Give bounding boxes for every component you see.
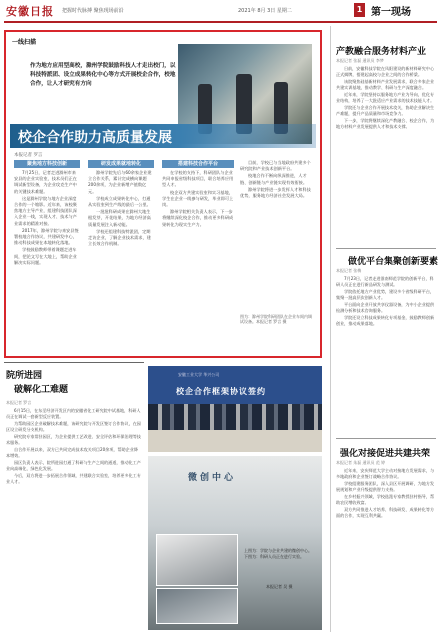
paragraph: 平台面向企业开放共享仪器设备，为中小企业提供检测分析和技术咨询服务。 (336, 302, 435, 313)
paragraph: 下一步，学院将继续深化产教融合、校企合作，为地方材料产业发展提供人才和技术支撑。 (336, 118, 435, 129)
paragraph: 自合作开展以来，双方已共同完成技术攻关项目20余项，帮助企业降本增效。 (6, 447, 138, 458)
masthead-rule (4, 21, 437, 23)
paragraph: 近年来，学院坚持以服务地方产业为导向，优化专业结构，培养了一大批适应产业需求的技术技能人才。 (336, 92, 435, 103)
feature-subhead-2: 研发成果就地转化 (88, 160, 154, 168)
newspaper-logo: 安徽日报 (6, 5, 54, 18)
right-story-3-byline: 本报记者 朱磊 通讯员 范 婷 (336, 460, 386, 465)
feature-column-1 (14, 170, 80, 267)
paragraph: 一批批科研成果在滁州大地生根发芽，开花结果，为地方经济高质量发展注入新动能。 (88, 209, 151, 227)
feature-story (4, 30, 322, 358)
paragraph: 近年来，安庆师范大学主动对接地方发展需求，与多地政府和企业签订战略合作协议。 (336, 468, 435, 479)
feature-headline: 校企合作助力高质量发展 (18, 130, 172, 146)
paragraph: 学院还与企业合作开展技术攻关，协助企业解决生产难题，提升产品质量和市场竞争力。 (336, 105, 435, 116)
paragraph: 学校成立成果转化中心，打通从实验室到生产线的最后一公里。 (88, 195, 151, 208)
feature-banner (10, 124, 316, 148)
paragraph: 6月15日，在东至经济开发区内的安徽省化工研究院中试基地，科研人员正在调试一套新型反应装置。 (6, 408, 141, 419)
sign-banner-title: 校企合作框架协议签约 (176, 387, 266, 396)
paragraph: 7月25日，记者走进滁州市来安县的企业实验室，技术员们正在调试新型设备，为企业攻克生产中的关键技术难题。 (14, 170, 77, 194)
masthead-slogan: 把握时代脉搏 聚焦现场前沿 (62, 8, 124, 14)
left-story-byline: 本报记者 罗言 (6, 400, 32, 405)
left-story-body (6, 408, 142, 486)
left-story-headline-1: 院所进园 (6, 371, 43, 381)
column-divider (330, 26, 331, 632)
paragraph: 7月23日，记者走进淮南师范学院的创新平台，科研人员正在进行新品研发与测试。 (336, 276, 434, 287)
story-divider (336, 248, 436, 249)
paragraph: 2017年，滁州学院与来安县签署校地合作协议，共建研发中心，推动科技成果在本地转化落地。 (14, 227, 79, 246)
story-divider (336, 438, 436, 439)
paragraph: 双方共同推进人才培养、科技研发、成果转化等方面的合作，实现互利共赢。 (336, 507, 435, 518)
paragraph: 滁州学院相关负责人表示，下一步将继续深化校企合作，推动更多科研成果转化为现实生产力。 (162, 209, 234, 227)
feature-column-2 (88, 170, 154, 248)
paragraph: 校企双方共建实验室和实习基地，学生在企业一线参与研发，毕业即可上岗。 (162, 189, 234, 208)
right-story-1-headline: 产教融合服务材料产业 (336, 47, 427, 57)
page-number: 1 (354, 3, 365, 17)
lab-sign: 微创中心 (188, 473, 237, 483)
lab-sub-photo (156, 534, 238, 586)
right-story-1-body (336, 66, 436, 131)
signing-ceremony-photo (148, 366, 322, 452)
paragraph: 学校鼓励教师带着课题走进车间，把论文写在大地上，帮助企业解决实际问题。 (14, 247, 77, 265)
section-title: 第一现场 (371, 7, 411, 18)
feature-column-3 (162, 170, 234, 229)
right-story-3-body (336, 468, 436, 520)
issue-date: 2021年 8月 3日 星期二 (238, 8, 292, 14)
sign-logos: 安徽工业大学 华兴公司 (178, 372, 220, 377)
paragraph: 滁州学院先后与60余家企业建立合作关系，累计完成横向课题200余项，为企业新增产值数亿元。 (88, 170, 152, 194)
left-story-headline-2: 破解化工难题 (14, 385, 69, 395)
paragraph: 研究院专家常驻园区，为企业提供工艺改进、安全评估和环保治理等技术服务。 (6, 434, 141, 445)
feature-subhead-3: 搭建科技合作平台 (162, 160, 234, 168)
lab-sub-photo-2 (156, 588, 238, 624)
story-divider (4, 362, 144, 363)
paragraph: 在学校的支持下，科研团队与企业共同申报省级科技项目，联合培养应用型人才。 (162, 170, 234, 188)
right-story-3-headline: 强化对接促进共建共荣 (340, 449, 431, 459)
paragraph: 学校组建服务团队，深入县区开展调研，为地方发展规划和产业升级提供智力支持。 (336, 481, 435, 492)
masthead (0, 0, 441, 22)
paragraph: 学院还设立科技成果转化专项基金，鼓励教师创新创业，推动成果落地。 (336, 315, 435, 326)
feature-column-4 (240, 160, 314, 200)
lab-photo-collage (148, 456, 322, 630)
paragraph: 日前，安徽科技学院在凤阳建设的新材料研究中心正式揭牌，搭建起高校与企业之间的合作桥梁。 (336, 66, 435, 77)
paragraph: 学院依托地方产业优势，建设多个省级科研平台，集聚一批高层次创新人才。 (336, 289, 435, 300)
paragraph: 该院聚焦硅基新材料产业发展需求，联合多家企业共建实训基地，推动教学、科研与生产深度融合。 (336, 79, 435, 90)
lab-photo-caption: 上图为：学院与企业共建的微创中心。下图为：科研人员正在进行实验。 (244, 548, 312, 559)
paragraph: 学校还组建科技特派团，定期走访企业，了解企业技术需求，建立长效合作机制。 (88, 228, 151, 247)
paragraph: 为帮助园区企业破解技术难题，该研究院与开发区签订合作协议，在园区设立研发分支机构。 (6, 421, 141, 432)
feature-subhead-1: 聚焦地方科技创新 (14, 160, 80, 168)
paragraph: 园区负责人表示，院所进园打通了科研与生产之间的通道，推动化工产业向高端化、绿色化发展。 (6, 460, 141, 471)
feature-tag: 一线扫描 (12, 39, 37, 46)
paragraph: 今后，双方将进一步拓展合作领域，共建联合实验室，培养更多化工专业人才。 (6, 473, 141, 484)
paragraph: 这是滁州学院与地方企业深度合作的一个缩影。近年来，该校聚焦地方主导产业，组建科技团队深入企业一线，实现人才、技术与产业需求的精准对接。 (14, 195, 77, 226)
paragraph: 目前，学校已与当地政府共建多个研究院和产业技术创新平台。 (240, 160, 311, 172)
feature-photo-caption: 图为：滁州学院科研团队在企业车间内调试设备。本报记者 罗言 摄 (240, 314, 312, 324)
feature-lead: 作为地方应用型高校，滁州学院鼓励科技人才走出校门，以科技特派团、设立成果转化中心等方式开展校企合作，校地合作，让人才研究有方向 (30, 63, 176, 87)
signing-table (148, 430, 322, 452)
lab-photo-credit: 本报记者 吴 摄 (266, 584, 293, 589)
right-story-2-headline: 做优平台集聚创新要素 (348, 257, 439, 267)
right-story-2-body (336, 276, 436, 328)
paragraph: 在乡村振兴领域，学校选派专家教授驻村指导，帮助农民增收致富。 (336, 494, 435, 505)
feature-byline: 本报记者 罗言 (14, 153, 43, 158)
right-story-1-byline: 本报记者 张磊 通讯员 李梦 (336, 58, 384, 63)
paragraph: 滁州学院将进一步发挥人才和科技优势，服务地方经济社会发展大局。 (240, 186, 311, 199)
paragraph: 校地合作不断向纵深推进，人才链、创新链与产业链实现有效衔接。 (240, 173, 308, 185)
right-story-2-byline: 本报记者 张梅 (336, 268, 362, 273)
